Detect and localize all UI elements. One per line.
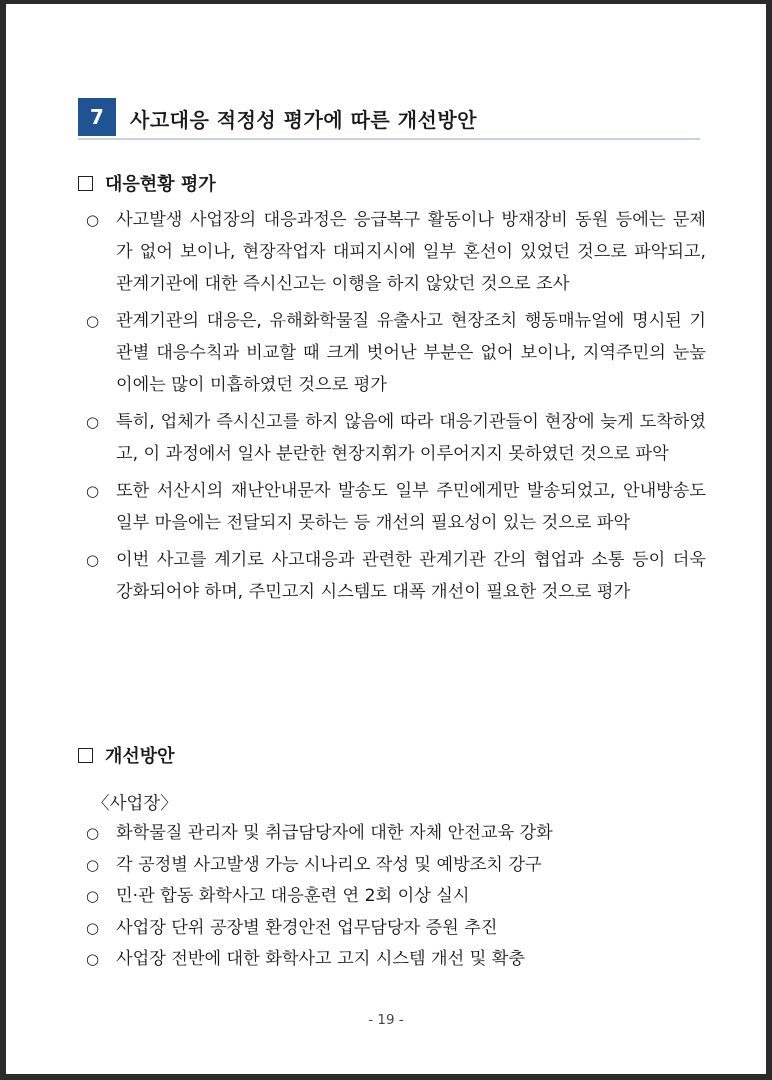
circle-bullet-icon: ○: [86, 413, 100, 431]
list-item: ○ 특히, 업체가 즉시신고를 하지 않음에 따라 대응기관들이 현장에 늦게 도착하였고, 이 과정에서 일사 분란한 현장지휘가 이루어지지 못하였던 것으로 파악: [86, 406, 706, 470]
section-heading: [78, 98, 700, 140]
list-item: ○ 화학물질 관리자 및 취급담당자에 대한 자체 안전교육 강화: [86, 818, 706, 850]
circle-bullet-icon: ○: [86, 855, 100, 874]
section-1-title-text: 대응현황 평가: [105, 174, 216, 195]
list-item: ○ 사고발생 사업장의 대응과정은 응급복구 활동이나 방재장비 동원 등에는 문제가 없어 보이나, 현장작업자 대피지시에 일부 혼선이 있었던 것으로 파악되고, 관계기관에 대한 즉시신고는 이행을 하지 않았던 것으로 조사: [86, 204, 706, 300]
heading-number: 7: [78, 98, 116, 136]
circle-bullet-icon: ○: [86, 312, 100, 330]
page-number: - 19 -: [368, 1012, 404, 1028]
section-1-title: [78, 170, 216, 196]
circle-bullet-icon: ○: [86, 211, 100, 229]
list-item: ○ 사업장 전반에 대한 화학사고 고지 시스템 개선 및 확충: [86, 944, 706, 976]
evaluation-list: [86, 204, 706, 613]
subheading-workplace: 〈사업장〉: [92, 794, 178, 814]
list-item: ○ 각 공정별 사고발생 가능 시나리오 작성 및 예방조치 강구: [86, 850, 706, 882]
circle-bullet-icon: ○: [86, 824, 100, 842]
heading-title: 사고대응 적정성 평가에 따른 개선방안: [130, 108, 477, 132]
circle-bullet-icon: ○: [86, 551, 100, 569]
checkbox-square-icon: [78, 176, 93, 191]
list-item: ○ 사업장 단위 공장별 환경안전 업무담당자 증원 추진: [86, 913, 706, 945]
circle-bullet-icon: ○: [86, 918, 100, 937]
circle-bullet-icon: ○: [86, 482, 100, 500]
circle-bullet-icon: ○: [86, 950, 100, 968]
section-2-title-text: 개선방안: [105, 746, 175, 767]
section-2-title: [78, 742, 175, 768]
list-item: ○ 이번 사고를 계기로 사고대응과 관련한 관계기관 간의 협업과 소통 등이 더욱 강화되어야 하며, 주민고지 시스템도 대폭 개선이 필요한 것으로 평가: [86, 544, 706, 608]
circle-bullet-icon: ○: [86, 887, 100, 905]
list-item: ○ 민·관 합동 화학사고 대응훈련 연 2회 이상 실시: [86, 881, 706, 913]
list-item: ○ 또한 서산시의 재난안내문자 발송도 일부 주민에게만 발송되었고, 안내방송도 일부 마을에는 전달되지 못하는 등 개선의 필요성이 있는 것으로 파악: [86, 475, 706, 539]
improvement-list: [86, 818, 706, 976]
list-item: ○ 관계기관의 대응은, 유해화학물질 유출사고 현장조치 행동매뉴얼에 명시된 기관별 대응수칙과 비교할 때 크게 벗어난 부분은 없어 보이나, 지역주민의 눈높이에는 많이 미흡하였던 것으로 평가: [86, 305, 706, 401]
checkbox-square-icon: [78, 748, 93, 763]
document-page: [6, 4, 766, 1074]
